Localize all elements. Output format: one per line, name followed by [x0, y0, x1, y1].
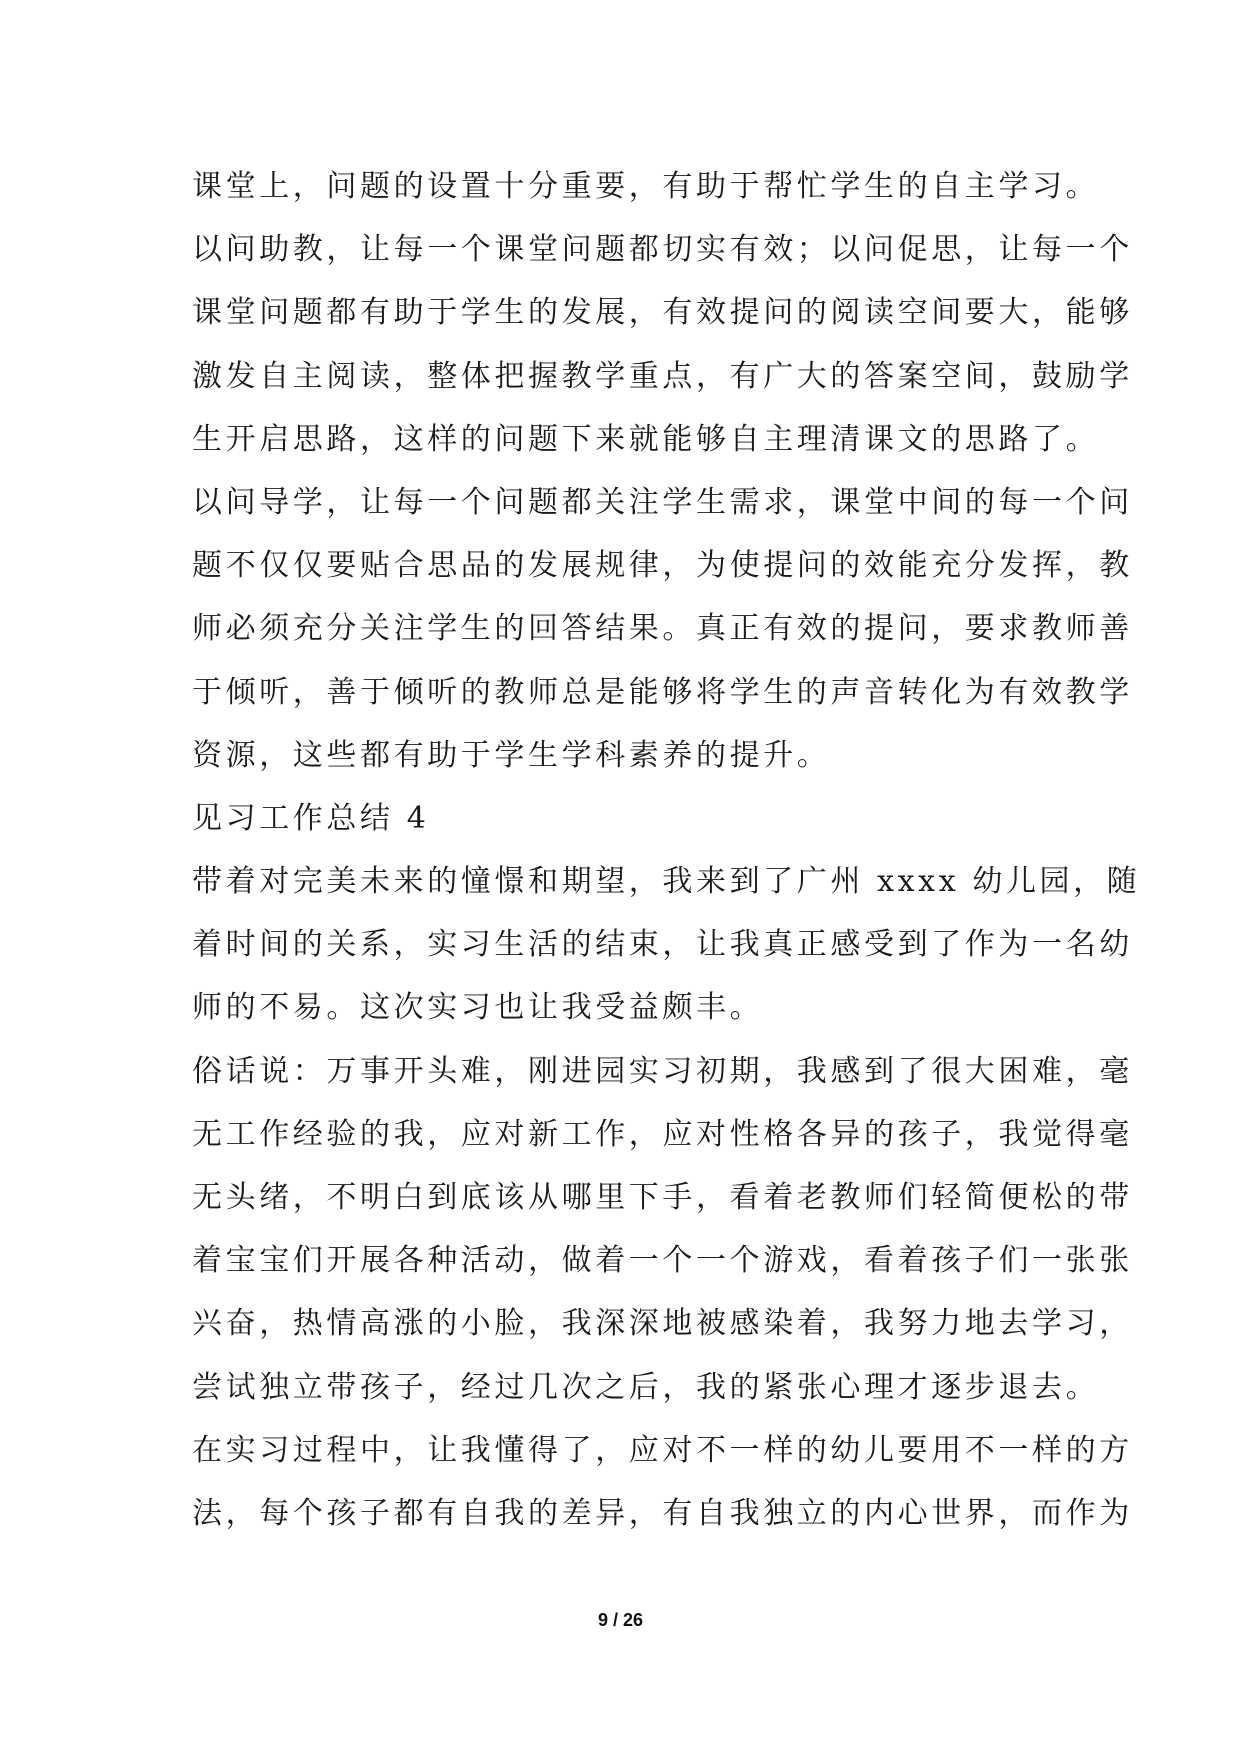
section-heading: 见习工作总结 4 — [192, 800, 430, 836]
text-line: 资源，这些都有助于学生学科素养的提升。 — [192, 737, 831, 773]
text-line: 着时间的关系，实习生活的结束，让我真正感受到了作为一名幼 — [192, 927, 1133, 963]
text-line: 课堂问题都有助于学生的发展，有效提问的阅读空间要大，能够 — [192, 295, 1133, 331]
text-line: 在实习过程中，让我懂得了，应对不一样的幼儿要用不一样的方 — [192, 1432, 1133, 1468]
page-number: 9 / 26 — [597, 1610, 644, 1630]
text-line: 法，每个孩子都有自我的差异，有自我独立的内心世界，而作为 — [192, 1495, 1133, 1531]
document-body — [192, 155, 1141, 1545]
text-line: 俗话说：万事开头难，刚进园实习初期，我感到了很大困难，毫 — [192, 1053, 1133, 1089]
text-line: 课堂上，问题的设置十分重要，有助于帮忙学生的自主学习。 — [192, 169, 1100, 204]
text-line: 激发自主阅读，整体把握教学重点，有广大的答案空间，鼓励学 — [192, 358, 1133, 394]
text-line: 于倾听，善于倾听的教师总是能够将学生的声音转化为有效教学 — [192, 674, 1133, 710]
text-line: 着宝宝们开展各种活动，做着一个一个游戏，看着孩子们一张张 — [192, 1243, 1133, 1279]
text-line: 无头绪，不明白到底该从哪里下手，看着老教师们轻简便松的带 — [192, 1180, 1133, 1215]
text-line: 题不仅仅要贴合思品的发展规律，为使提问的效能充分发挥，教 — [192, 548, 1133, 584]
text-line: 无工作经验的我，应对新工作，应对性格各异的孩子，我觉得毫 — [192, 1116, 1133, 1152]
text-line: 师的不易。这次实习也让我受益颇丰。 — [192, 990, 764, 1026]
text-line: 尝试独立带孩子，经过几次之后，我的紧张心理才逐步退去。 — [192, 1369, 1100, 1405]
text-line: 带着对完美未来的憧憬和期望，我来到了广州 xxxx 幼儿园，随 — [192, 864, 1141, 900]
text-line: 以问助教，让每一个课堂问题都切实有效；以问促思，让每一个 — [192, 232, 1133, 268]
text-line: 生开启思路，这样的问题下来就能够自主理清课文的思路了。 — [192, 421, 1100, 457]
text-line: 师必须充分关注学生的回答结果。真正有效的提问，要求教师善 — [192, 611, 1133, 647]
text-line: 以问导学，让每一个问题都关注学生需求，课堂中间的每一个问 — [192, 484, 1133, 520]
text-line: 兴奋，热情高涨的小脸，我深深地被感染着，我努力地去学习， — [192, 1306, 1133, 1342]
